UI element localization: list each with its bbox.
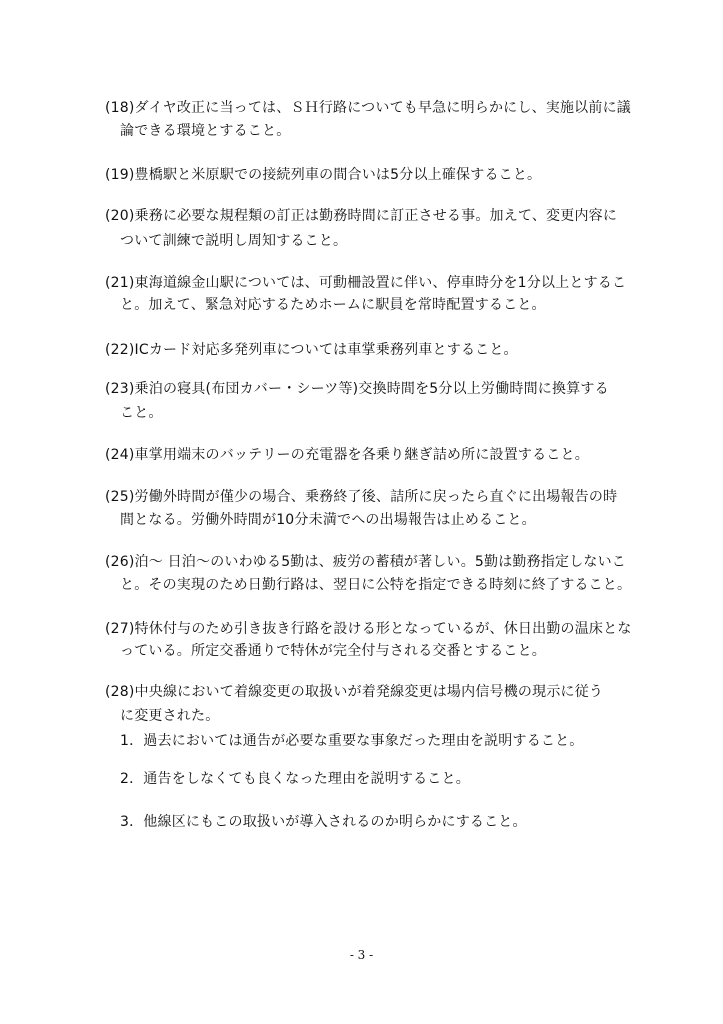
item-28-subitem-1: 1．過去においては通告が必要な重要な事象だった理由を説明すること。 bbox=[120, 733, 584, 749]
item-26-line-1: (26)泊～ 日泊～のいわゆる5勤は、疲労の蓄積が著しい。5勤は勤務指定しないこ bbox=[105, 554, 627, 570]
item-21-line-1: (21)東海道線金山駅については、可動柵設置に伴い、停車時分を1分以上とするこ bbox=[105, 275, 627, 291]
item-20-line-2: ついて訓練で説明し周知すること。 bbox=[120, 233, 348, 249]
item-26-line-2: と。その実現のため日勤行路は、翌日に公特を指定できる時刻に終了すること。 bbox=[120, 577, 632, 593]
item-20-line-1: (20)乗務に必要な規程類の訂正は勤務時間に訂正させる事。加えて、変更内容に bbox=[105, 208, 618, 224]
item-18-line-2: 論できる環境とすること。 bbox=[120, 123, 291, 139]
item-28-line-1: (28)中央線において着線変更の取扱いが着発線変更は場内信号機の現示に従う bbox=[105, 684, 604, 700]
item-28-subitem-3: 3．他線区にもこの取扱いが導入されるのか明らかにすること。 bbox=[120, 814, 527, 830]
item-25-line-2: 間となる。労働外時間が10分未満でへの出場報告は止めること。 bbox=[120, 512, 536, 528]
item-27-line-2: っている。所定交番通りで特休が完全付与される交番とすること。 bbox=[120, 643, 546, 659]
item-28-line-2: に変更された。 bbox=[120, 708, 220, 724]
item-22-line-1: (22)ICカード対応多発列車については車掌乗務列車とすること。 bbox=[105, 342, 518, 358]
item-23-line-2: こと。 bbox=[120, 405, 163, 421]
item-21-line-2: と。加えて、緊急対応するためホームに駅員を常時配置すること。 bbox=[120, 297, 546, 313]
item-27-line-1: (27)特休付与のため引き抜き行路を設ける形となっているが、休日出勤の温床とな bbox=[105, 621, 632, 637]
item-28-subitem-2: 2．通告をしなくても良くなった理由を説明すること。 bbox=[120, 771, 470, 787]
item-18-line-1: (18)ダイヤ改正に当っては、ＳＨ行路についても早急に明らかにし、実施以前に議 bbox=[105, 100, 631, 116]
item-25-line-1: (25)労働外時間が僅少の場合、乗務終了後、詰所に戻ったら直ぐに出場報告の時 bbox=[105, 489, 618, 505]
page-number: - 3 - bbox=[349, 948, 374, 962]
item-19-line-1: (19)豊橋駅と米原駅での接続列車の間合いは5分以上確保すること。 bbox=[105, 167, 542, 183]
item-23-line-1: (23)乗泊の寝具(布団カバー・シーツ等)交換時間を5分以上労働時間に換算する bbox=[105, 381, 609, 397]
item-24-line-1: (24)車掌用端末のバッテリーの充電器を各乗り継ぎ詰め所に設置すること。 bbox=[105, 447, 589, 463]
